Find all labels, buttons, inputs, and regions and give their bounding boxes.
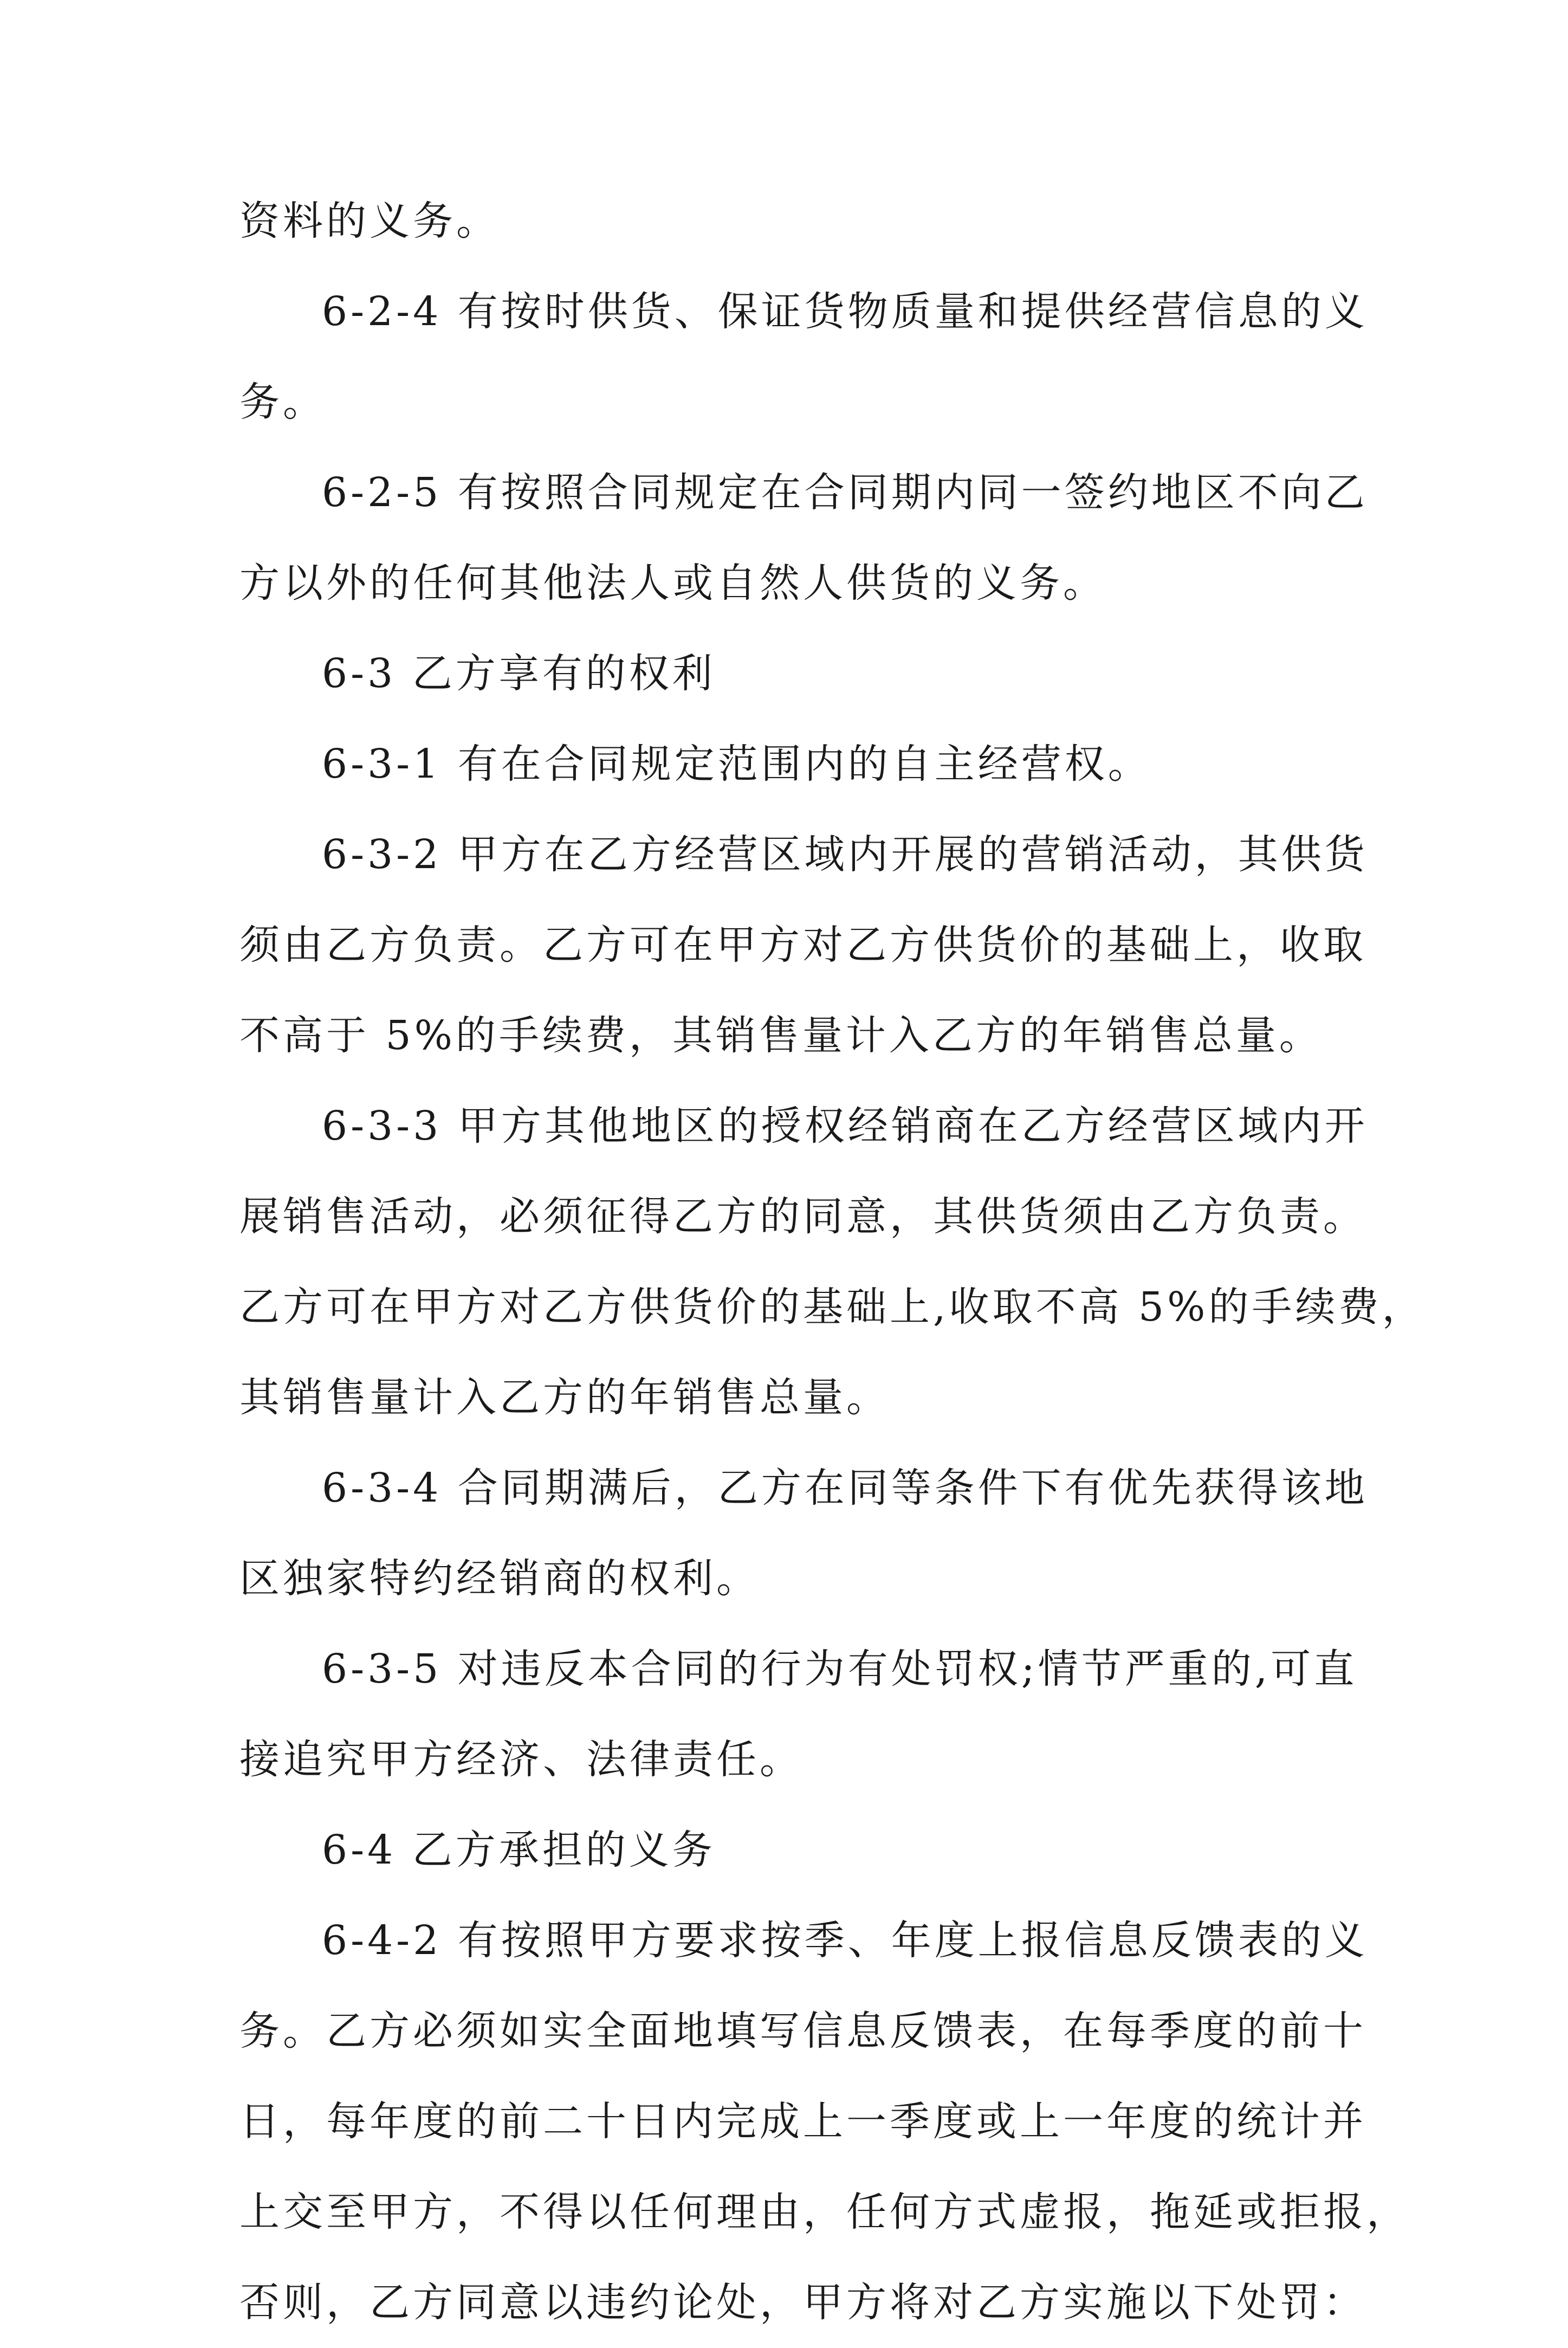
clause-6-4-2-line-4: 上交至甲方，不得以任何理由，任何方式虚报，拖延或拒报， — [239, 2189, 1410, 2235]
clause-6-4-2-line-2: 务。乙方必须如实全面地填写信息反馈表，在每季度的前十 — [239, 2008, 1366, 2054]
clause-6-4-2-line-3: 日，每年度的前二十日内完成上一季度或上一年度的统计并 — [239, 2098, 1366, 2145]
section-6-3-heading: 6-3 乙方享有的权利 — [322, 650, 716, 697]
clause-6-4-2-line-5: 否则，乙方同意以违约论处，甲方将对乙方实施以下处罚： — [239, 2279, 1366, 2326]
clause-6-2-4-line-1: 6-2-4 有按时供货、保证货物质量和提供经营信息的义 — [322, 288, 1368, 335]
clause-6-3-3-line-4: 其销售量计入乙方的年销售总量。 — [239, 1374, 890, 1421]
clause-6-3-2-line-1: 6-3-2 甲方在乙方经营区域内开展的营销活动，其供货 — [322, 831, 1368, 878]
clause-6-3-1: 6-3-1 有在合同规定范围内的自主经营权。 — [322, 741, 1151, 787]
clause-6-2-5-line-2: 方以外的任何其他法人或自然人供货的义务。 — [239, 560, 1106, 606]
clause-6-4-2-line-1: 6-4-2 有按照甲方要求按季、年度上报信息反馈表的义 — [322, 1917, 1368, 1964]
text-line: 资料的义务。 — [239, 198, 500, 244]
clause-6-3-4-line-2: 区独家特约经销商的权利。 — [239, 1555, 760, 1602]
clause-6-3-3-line-3: 乙方可在甲方对乙方供货价的基础上,收取不高 5%的手续费， — [239, 1284, 1426, 1330]
clause-6-3-5-line-1: 6-3-5 对违反本合同的行为有处罚权;情节严重的,可直 — [322, 1646, 1358, 1692]
clause-6-3-2-line-2: 须由乙方负责。乙方可在甲方对乙方供货价的基础上，收取 — [239, 922, 1366, 968]
clause-6-3-3-line-2: 展销售活动，必须征得乙方的同意，其供货须由乙方负责。 — [239, 1193, 1366, 1240]
clause-6-3-3-line-1: 6-3-3 甲方其他地区的授权经销商在乙方经营区域内开 — [322, 1103, 1368, 1149]
clause-6-2-5-line-1: 6-2-5 有按照合同规定在合同期内同一签约地区不向乙 — [322, 469, 1368, 516]
clause-6-3-5-line-2: 接追究甲方经济、法律责任。 — [239, 1736, 803, 1783]
contract-body-text — [239, 176, 1426, 2348]
section-6-4-heading: 6-4 乙方承担的义务 — [322, 1827, 716, 1873]
clause-6-3-4-line-1: 6-3-4 合同期满后，乙方在同等条件下有优先获得该地 — [322, 1465, 1368, 1511]
clause-6-3-2-line-3: 不高于 5%的手续费，其销售量计入乙方的年销售总量。 — [239, 1012, 1323, 1059]
clause-6-2-4-line-2: 务。 — [239, 379, 326, 425]
